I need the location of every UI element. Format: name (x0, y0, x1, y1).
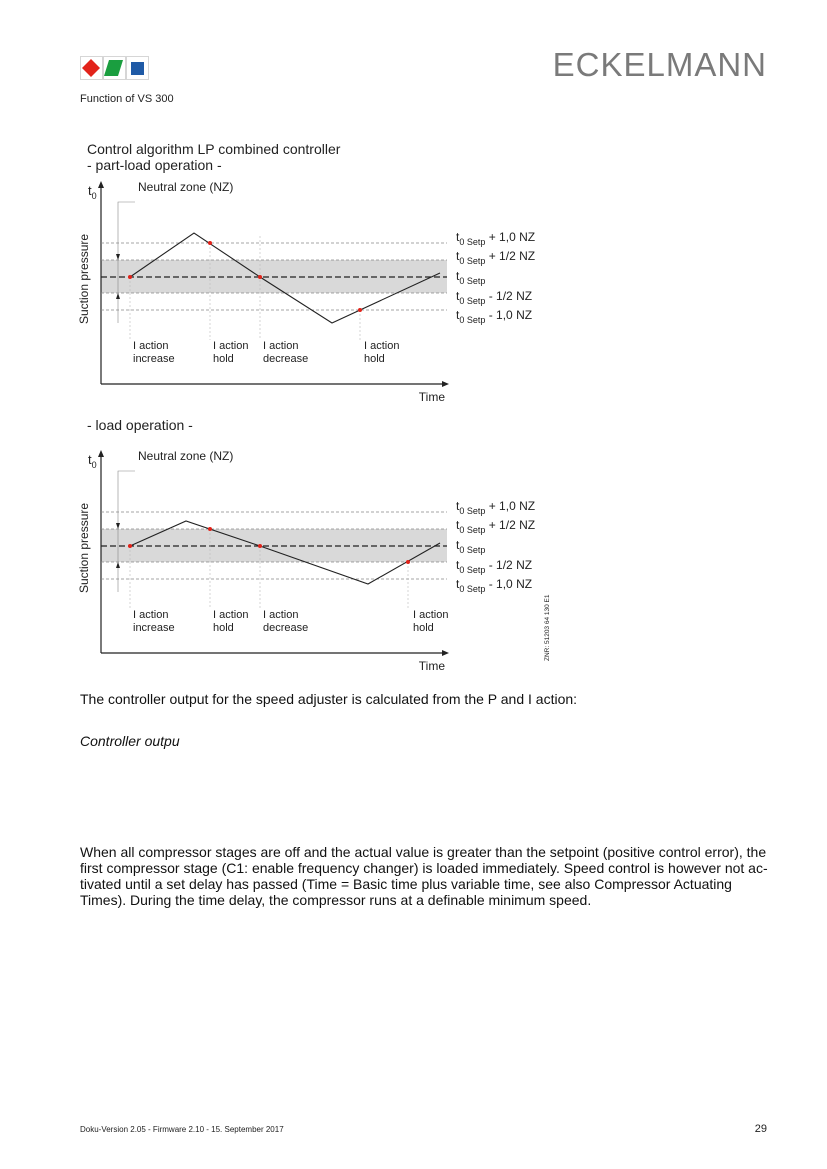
drawing-id: ZNR: 51203 64 130 E1 (544, 594, 551, 661)
neutral-zone-label: Neutral zone (NZ) (138, 449, 234, 463)
x-axis-arrow (442, 381, 449, 387)
footer-version: Doku-Version 2.05 - Firmware 2.10 - 15. September 2017 (80, 1125, 284, 1134)
paragraph: The controller output for the speed adjuster is calculated from the P and I action: (80, 691, 578, 707)
phase-label: decrease (263, 353, 309, 365)
y-axis-symbol: $t_0$ (88, 452, 97, 470)
level-label: $t_{0 Setp} - 1,0$ NZ (456, 577, 533, 594)
neutral-zone-label: Neutral zone (NZ) (138, 180, 234, 194)
paragraph-line: Times). During the time delay, the compressor runs at a definable minimum speed. (80, 892, 592, 908)
y-axis-label: Suction pressure (77, 233, 91, 324)
phase-label: hold (364, 353, 385, 365)
phase-label: hold (213, 622, 234, 634)
paragraph-line: When all compressor stages are off and the actual value is greater than the setpoint (positive control error), the (80, 844, 767, 860)
level-label: $t_{0 Setp}$ (456, 269, 486, 286)
brand-name: ECKELMANN (552, 46, 767, 83)
level-label: $t_{0 Setp} - 1,0$ NZ (456, 308, 533, 325)
phase-label: I action (133, 609, 169, 621)
x-axis-label: Time (418, 390, 445, 404)
level-label: $t_{0 Setp}$ (456, 538, 486, 555)
x-axis-label: Time (418, 659, 445, 673)
level-label: $t_{0 Setp} + 1,0$ NZ (456, 230, 536, 247)
level-label: $t_{0 Setp} + 1/2$ NZ (456, 249, 536, 266)
diagram-part-load (60, 180, 580, 405)
paragraph-line: tivated until a set delay has passed (Time = Basic time plus variable time, see also Compressor Actuating (80, 876, 732, 892)
y-axis-arrow (98, 181, 104, 188)
marker (208, 241, 212, 245)
marker (208, 527, 212, 531)
phase-label: hold (413, 622, 434, 634)
figure-title: Control algorithm LP combined controller (87, 141, 341, 157)
diagram-load (60, 449, 580, 674)
y-axis-symbol: $t_0$ (88, 183, 97, 201)
formula-label: Controller outpu (80, 733, 180, 749)
phase-label: I action (263, 609, 299, 621)
level-label: $t_{0 Setp} - 1/2$ NZ (456, 558, 533, 575)
figure-subtitle-part-load: - part-load operation - (87, 157, 222, 173)
section-title: Function of VS 300 (80, 93, 174, 105)
level-label: $t_{0 Setp} - 1/2$ NZ (456, 289, 533, 306)
phase-label: I action (213, 340, 249, 352)
y-axis-label: Suction pressure (77, 502, 91, 593)
marker (406, 560, 410, 564)
phase-label: increase (133, 353, 175, 365)
level-label: $t_{0 Setp} + 1/2$ NZ (456, 518, 536, 535)
level-label: $t_{0 Setp} + 1,0$ NZ (456, 499, 536, 516)
phase-label: I action (263, 340, 299, 352)
marker (128, 544, 132, 548)
marker (358, 308, 362, 312)
marker (258, 275, 262, 279)
marker (258, 544, 262, 548)
phase-label: increase (133, 622, 175, 634)
phase-label: I action (413, 609, 449, 621)
phase-label: I action (364, 340, 400, 352)
eckelmann-logo (80, 56, 150, 80)
phase-label: I action (133, 340, 169, 352)
paragraph-line: first compressor stage (C1: enable frequency changer) is loaded immediately. Speed control is however not ac- (80, 860, 768, 876)
phase-label: hold (213, 353, 234, 365)
marker (128, 275, 132, 279)
phase-label: decrease (263, 622, 309, 634)
figure-subtitle-load: - load operation - (87, 417, 193, 433)
phase-label: I action (213, 609, 249, 621)
y-axis-arrow (98, 450, 104, 457)
page-number: 29 (754, 1123, 767, 1135)
x-axis-arrow (442, 650, 449, 656)
